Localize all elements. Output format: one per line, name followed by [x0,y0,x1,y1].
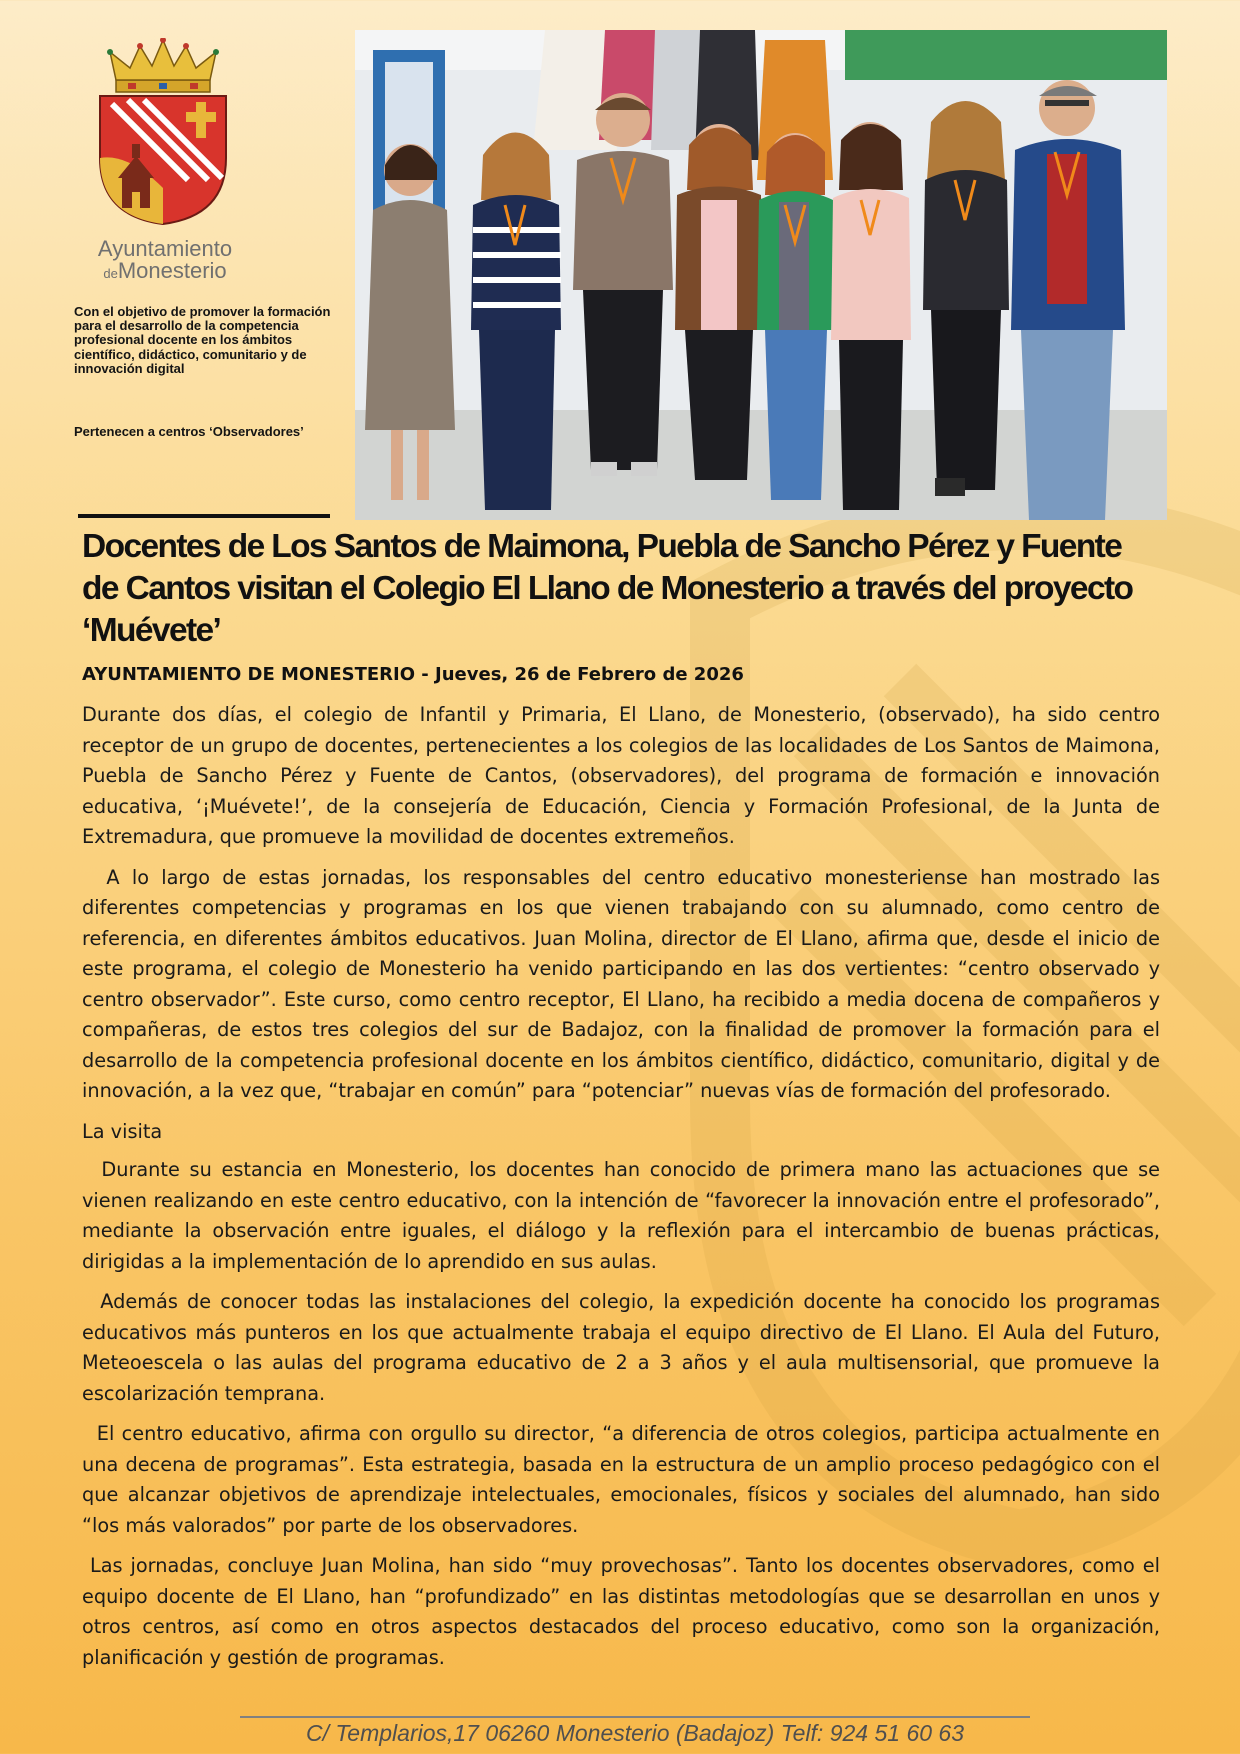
article-paragraph-5: El centro educativo, afirma con orgullo su director, “a diferencia de otros colegios, participa actualmente en una decena de programas”. Esta estrategia, basada en la estructura de un amplio proceso pedagógico con el que alcanzar objetivos de aprendizaje intelectuales, emocionales, físicos y sociales del alumnado, han sido “los más valorados” por parte de los observadores. [82,1422,1160,1537]
headline-rule [78,514,330,518]
footer-rule [240,1716,1030,1718]
logo-wordmark [80,238,250,282]
article-byline: AYUNTAMIENTO DE MONESTERIO - Jueves, 26 de Febrero de 2026 [82,664,744,685]
logo-name-line2: Monesterio [117,258,227,283]
sidebar-intro: Con el objetivo de promover la formación para el desarrollo de la competencia profesional docente en los ámbitos científico, didáctico, comunitario y de innovación digital [74,304,331,376]
article-paragraph-6: Las jornadas, concluye Juan Molina, han sido “muy provechosas”. Tanto los docentes observadores, como el equipo docente de El Llano, han “profundizado” en las distintas metodologías que se desarrollan en unos y otros centros, así como en otros aspectos destacados del proceso educativo, como son la organización, planificación y gestión de programas. [82,1554,1160,1669]
group-photo [355,30,1167,520]
article-paragraph-3: Durante su estancia en Monesterio, los docentes han conocido de primera mano las actuaciones que se vienen realizando en este centro educativo, con la intención de “favorecer la innovación entre el profesorado”, mediante la observación entre iguales, el diálogo y la reflexión para el intercambio de buenas prácticas, dirigidas a la implementación de lo aprendido en sus aulas. [82,1158,1160,1273]
article-body [82,700,1160,1683]
sidebar-belong: Pertenecen a centros ‘Observadores’ [74,424,304,439]
article-headline: Docentes de Los Santos de Maimona, Puebla de Sancho Pérez y Fuente de Cantos visitan el Colegio El Llano de Monesterio a través del proyecto ‘Muévete’ [82,528,1133,649]
coat-of-arms-logo [88,38,238,228]
logo-name-line1: Ayuntamiento [97,236,233,261]
footer-address: C/ Templarios,17 06260 Monesterio (Badajoz) Telf: 924 51 60 63 [305,1720,965,1746]
crown-icon [107,38,219,92]
article-subheading: La visita [82,1119,163,1143]
shield-icon [100,96,226,228]
article-paragraph-1: Durante dos días, el colegio de Infantil y Primaria, El Llano, de Monesterio, (observado), ha sido centro receptor de un grupo de docentes, pertenecientes a los colegios de las localidades de Los Santos de Maimona, Puebla de Sancho Pérez y Fuente de Cantos, (observadores), del programa de formación e innovación educativa, ‘¡Muévete!’, de la consejería de Educación, Ciencia y Formación Profesional, de la Junta de Extremadura, que promueve la movilidad de docentes extremeños. [82,703,1160,848]
article-paragraph-2: A lo largo de estas jornadas, los responsables del centro educativo monesteriense han mostrado las diferentes competencias y programas en los que vienen trabajando con su alumnado, como centro de referencia, en diferentes ámbitos educativos. Juan Molina, director de El Llano, afirma que, desde el inicio de este programa, el colegio de Monesterio ha venido participando en las dos vertientes: “centro observado y centro observador”. Este curso, como centro receptor, El Llano, ha recibido a media docena de compañeros y compañeras, de estos tres colegios del sur de Badajoz, con la finalidad de promover la formación para el desarrollo de la competencia profesional docente en los ámbitos científico, didáctico, comunitario, digital y de innovación, a la vez que, “trabajar en común” para “potenciar” nuevas vías de formación del profesorado. [82,865,1160,1102]
logo-name-prefix: de [103,266,118,281]
article-paragraph-4: Además de conocer todas las instalaciones del colegio, la expedición docente ha conocido los programas educativos más punteros en los que actualmente trabaja el equipo directivo de El Llano. El Aula del Futuro, Meteoescela o las aulas del programa educativo de 2 a 3 años y el aula multisensorial, que promueve la escolarización temprana. [82,1290,1160,1405]
